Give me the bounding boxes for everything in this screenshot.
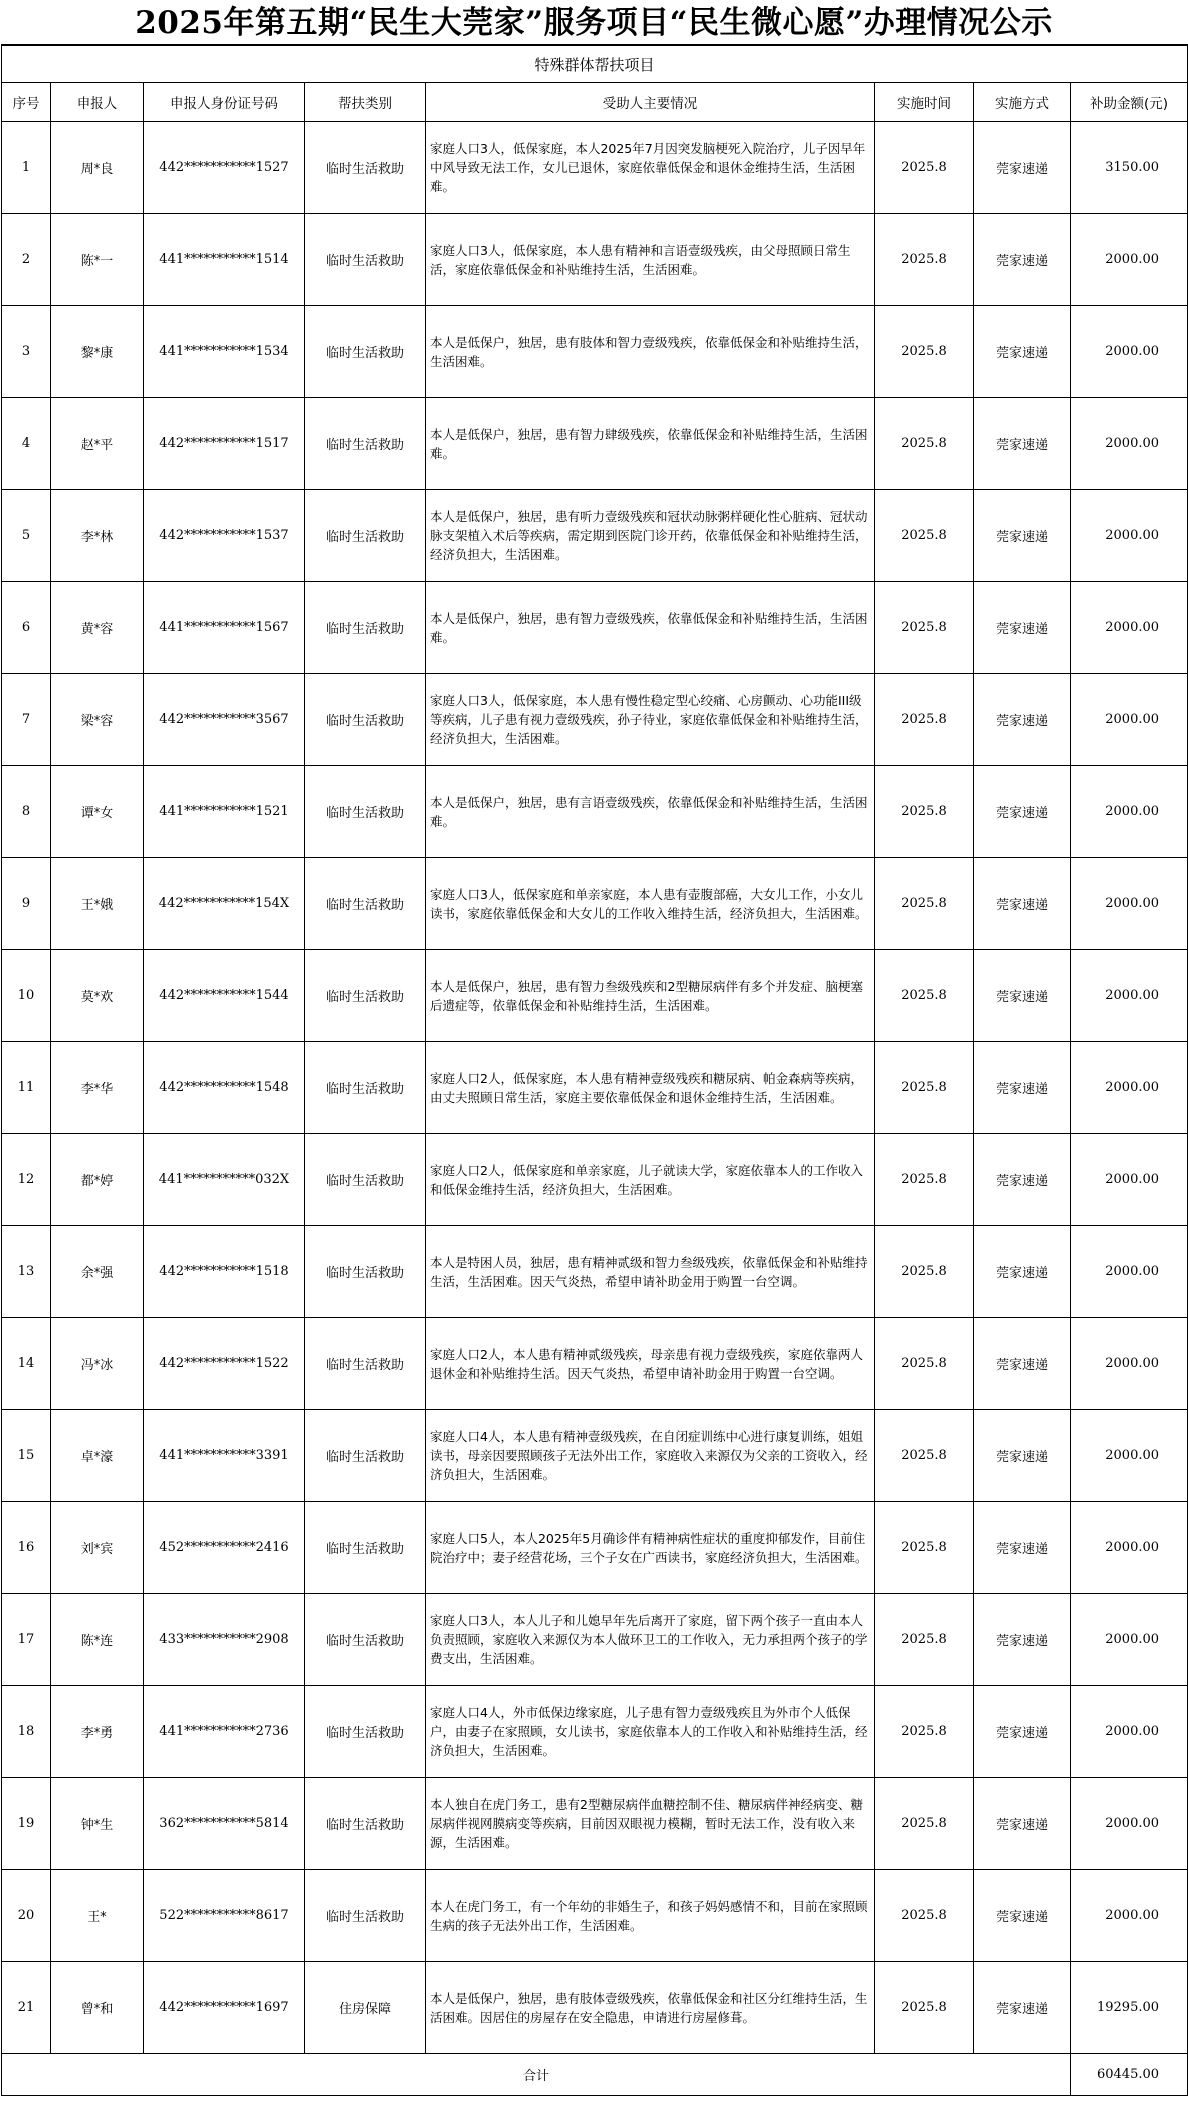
cell-id-number: 442***********1537 — [144, 490, 305, 582]
table-row — [2, 214, 1188, 306]
cell-situation: 本人是低保户，独居，患有肢体壹级残疾，依靠低保金和社区分红维持生活，生活困难。因居住的房屋存在安全隐患，申请进行房屋修葺。 — [426, 1962, 875, 2054]
cell-method: 莞家速递 — [974, 950, 1071, 1042]
cell-time: 2025.8 — [875, 490, 974, 582]
cell-category: 临时生活救助 — [305, 1778, 426, 1870]
cell-seq: 9 — [2, 858, 51, 950]
cell-method: 莞家速递 — [974, 214, 1071, 306]
cell-id-number: 442***********1697 — [144, 1962, 305, 2054]
cell-category: 临时生活救助 — [305, 1594, 426, 1686]
cell-id-number: 442***********154X — [144, 858, 305, 950]
cell-method: 莞家速递 — [974, 306, 1071, 398]
cell-seq: 16 — [2, 1502, 51, 1594]
cell-time: 2025.8 — [875, 950, 974, 1042]
header-amount: 补助金额(元) — [1071, 83, 1188, 122]
cell-amount: 2000.00 — [1071, 1594, 1188, 1686]
cell-method: 莞家速递 — [974, 582, 1071, 674]
cell-method: 莞家速递 — [974, 490, 1071, 582]
cell-category: 临时生活救助 — [305, 214, 426, 306]
cell-category: 临时生活救助 — [305, 766, 426, 858]
cell-seq: 13 — [2, 1226, 51, 1318]
cell-id-number: 441***********032X — [144, 1134, 305, 1226]
cell-id-number: 442***********1548 — [144, 1042, 305, 1134]
table-row — [2, 1134, 1188, 1226]
cell-applicant: 陈*一 — [51, 214, 144, 306]
cell-amount: 3150.00 — [1071, 122, 1188, 214]
cell-seq: 21 — [2, 1962, 51, 2054]
cell-situation: 家庭人口2人，低保家庭，本人患有精神壹级残疾和糖尿病、帕金森病等疾病，由丈夫照顾日常生活，家庭主要依靠低保金和退休金维持生活，生活困难。 — [426, 1042, 875, 1134]
cell-time: 2025.8 — [875, 1870, 974, 1962]
header-time: 实施时间 — [875, 83, 974, 122]
cell-id-number: 442***********3567 — [144, 674, 305, 766]
cell-applicant: 卓*濠 — [51, 1410, 144, 1502]
cell-amount: 2000.00 — [1071, 1502, 1188, 1594]
cell-category: 临时生活救助 — [305, 490, 426, 582]
cell-time: 2025.8 — [875, 766, 974, 858]
table-row — [2, 858, 1188, 950]
cell-category: 临时生活救助 — [305, 1042, 426, 1134]
cell-id-number: 442***********1517 — [144, 398, 305, 490]
cell-id-number: 362***********5814 — [144, 1778, 305, 1870]
cell-applicant: 谭*女 — [51, 766, 144, 858]
cell-category: 临时生活救助 — [305, 858, 426, 950]
cell-situation: 本人是低保户，独居，患有言语壹级残疾，依靠低保金和补贴维持生活，生活困难。 — [426, 766, 875, 858]
cell-category: 住房保障 — [305, 1962, 426, 2054]
cell-id-number: 441***********1514 — [144, 214, 305, 306]
cell-category: 临时生活救助 — [305, 306, 426, 398]
cell-amount: 2000.00 — [1071, 1318, 1188, 1410]
cell-situation: 本人是低保户，独居，患有智力叁级残疾和2型糖尿病伴有多个并发症、脑梗塞后遗症等，依靠低保金和补贴维持生活，生活困难。 — [426, 950, 875, 1042]
cell-time: 2025.8 — [875, 1686, 974, 1778]
cell-id-number: 522***********8617 — [144, 1870, 305, 1962]
cell-seq: 6 — [2, 582, 51, 674]
cell-applicant: 黎*康 — [51, 306, 144, 398]
cell-seq: 12 — [2, 1134, 51, 1226]
cell-seq: 4 — [2, 398, 51, 490]
cell-id-number: 442***********1518 — [144, 1226, 305, 1318]
cell-amount: 2000.00 — [1071, 674, 1188, 766]
table-subtitle: 特殊群体帮扶项目 — [2, 45, 1188, 83]
cell-method: 莞家速递 — [974, 1962, 1071, 2054]
cell-method: 莞家速递 — [974, 1042, 1071, 1134]
cell-seq: 19 — [2, 1778, 51, 1870]
table-row — [2, 1962, 1188, 2054]
cell-method: 莞家速递 — [974, 1594, 1071, 1686]
cell-time: 2025.8 — [875, 214, 974, 306]
cell-applicant: 王* — [51, 1870, 144, 1962]
cell-category: 临时生活救助 — [305, 1226, 426, 1318]
table-row — [2, 1318, 1188, 1410]
cell-applicant: 刘*宾 — [51, 1502, 144, 1594]
cell-amount: 2000.00 — [1071, 950, 1188, 1042]
cell-amount: 2000.00 — [1071, 1226, 1188, 1318]
cell-seq: 1 — [2, 122, 51, 214]
cell-method: 莞家速递 — [974, 1410, 1071, 1502]
cell-time: 2025.8 — [875, 582, 974, 674]
table-row — [2, 1778, 1188, 1870]
cell-amount: 2000.00 — [1071, 1778, 1188, 1870]
cell-amount: 2000.00 — [1071, 214, 1188, 306]
cell-time: 2025.8 — [875, 306, 974, 398]
cell-applicant: 赵*平 — [51, 398, 144, 490]
cell-time: 2025.8 — [875, 1318, 974, 1410]
cell-situation: 家庭人口3人，低保家庭，本人患有慢性稳定型心绞痛、心房颤动、心功能III级等疾病，儿子患有视力壹级残疾，孙子待业，家庭依靠低保金和补贴维持生活，经济负担大，生活困难。 — [426, 674, 875, 766]
cell-method: 莞家速递 — [974, 1226, 1071, 1318]
cell-situation: 家庭人口3人，本人儿子和儿媳早年先后离开了家庭，留下两个孩子一直由本人负责照顾，家庭收入来源仅为本人做环卫工的工作收入，无力承担两个孩子的学费支出，生活困难。 — [426, 1594, 875, 1686]
cell-applicant: 冯*冰 — [51, 1318, 144, 1410]
cell-situation: 本人是低保户，独居，患有听力壹级残疾和冠状动脉粥样硬化性心脏病、冠状动脉支架植入术后等疾病，需定期到医院门诊开药，依靠低保金和补贴维持生活，经济负担大，生活困难。 — [426, 490, 875, 582]
cell-seq: 2 — [2, 214, 51, 306]
cell-applicant: 余*强 — [51, 1226, 144, 1318]
cell-time: 2025.8 — [875, 674, 974, 766]
cell-category: 临时生活救助 — [305, 122, 426, 214]
cell-method: 莞家速递 — [974, 398, 1071, 490]
cell-id-number: 441***********1521 — [144, 766, 305, 858]
cell-situation: 家庭人口4人，本人患有精神壹级残疾，在自闭症训练中心进行康复训练，姐姐读书，母亲因要照顾孩子无法外出工作，家庭收入来源仅为父亲的工资收入，经济负担大，生活困难。 — [426, 1410, 875, 1502]
table-row — [2, 490, 1188, 582]
table-row — [2, 398, 1188, 490]
table-row — [2, 1594, 1188, 1686]
cell-time: 2025.8 — [875, 122, 974, 214]
cell-method: 莞家速递 — [974, 858, 1071, 950]
cell-situation: 家庭人口3人，低保家庭，本人2025年7月因突发脑梗死入院治疗，儿子因早年中风导致无法工作，女儿已退休，家庭依靠低保金和退休金维持生活，生活困难。 — [426, 122, 875, 214]
page-title: 2025年第五期“民生大莞家”服务项目“民生微心愿”办理情况公示 — [135, 5, 1053, 41]
cell-amount: 2000.00 — [1071, 306, 1188, 398]
cell-id-number: 441***********3391 — [144, 1410, 305, 1502]
cell-time: 2025.8 — [875, 1134, 974, 1226]
cell-seq: 10 — [2, 950, 51, 1042]
cell-applicant: 陈*连 — [51, 1594, 144, 1686]
cell-seq: 17 — [2, 1594, 51, 1686]
cell-seq: 20 — [2, 1870, 51, 1962]
cell-applicant: 李*林 — [51, 490, 144, 582]
cell-situation: 本人独自在虎门务工，患有2型糖尿病伴血糖控制不佳、糖尿病伴神经病变、糖尿病伴视网膜病变等疾病，目前因双眼视力模糊，暂时无法工作，没有收入来源，生活困难。 — [426, 1778, 875, 1870]
cell-situation: 家庭人口3人，低保家庭和单亲家庭，本人患有壶腹部癌，大女儿工作，小女儿读书，家庭依靠低保金和大女儿的工作收入维持生活，经济负担大，生活困难。 — [426, 858, 875, 950]
table-row — [2, 306, 1188, 398]
cell-seq: 14 — [2, 1318, 51, 1410]
cell-category: 临时生活救助 — [305, 674, 426, 766]
cell-amount: 2000.00 — [1071, 490, 1188, 582]
header-method: 实施方式 — [974, 83, 1071, 122]
cell-method: 莞家速递 — [974, 1778, 1071, 1870]
table-row — [2, 1686, 1188, 1778]
cell-situation: 家庭人口2人，低保家庭和单亲家庭，儿子就读大学，家庭依靠本人的工作收入和低保金维持生活，经济负担大，生活困难。 — [426, 1134, 875, 1226]
table-row — [2, 1410, 1188, 1502]
cell-seq: 7 — [2, 674, 51, 766]
total-amount: 60445.00 — [1071, 2054, 1188, 2096]
cell-category: 临时生活救助 — [305, 582, 426, 674]
cell-applicant: 黄*容 — [51, 582, 144, 674]
cell-applicant: 钟*生 — [51, 1778, 144, 1870]
cell-amount: 2000.00 — [1071, 582, 1188, 674]
table-row — [2, 1502, 1188, 1594]
cell-category: 临时生活救助 — [305, 950, 426, 1042]
total-label: 合计 — [2, 2054, 1071, 2096]
cell-id-number: 442***********1527 — [144, 122, 305, 214]
cell-situation: 本人是低保户，独居，患有智力壹级残疾，依靠低保金和补贴维持生活，生活困难。 — [426, 582, 875, 674]
subtitle-row — [2, 45, 1188, 83]
cell-situation: 家庭人口2人，本人患有精神贰级残疾，母亲患有视力壹级残疾，家庭依靠两人退休金和补贴维持生活。因天气炎热，希望申请补助金用于购置一台空调。 — [426, 1318, 875, 1410]
cell-situation: 家庭人口4人，外市低保边缘家庭，儿子患有智力壹级残疾且为外市个人低保户，由妻子在家照顾，女儿读书，家庭依靠本人的工作收入和补贴维持生活，经济负担大，生活困难。 — [426, 1686, 875, 1778]
cell-method: 莞家速递 — [974, 1870, 1071, 1962]
cell-amount: 2000.00 — [1071, 1134, 1188, 1226]
cell-time: 2025.8 — [875, 1594, 974, 1686]
cell-time: 2025.8 — [875, 1226, 974, 1318]
table-row — [2, 766, 1188, 858]
cell-id-number: 441***********1534 — [144, 306, 305, 398]
cell-method: 莞家速递 — [974, 1686, 1071, 1778]
cell-category: 临时生活救助 — [305, 1502, 426, 1594]
cell-seq: 18 — [2, 1686, 51, 1778]
header-seq: 序号 — [2, 83, 51, 122]
assistance-table — [1, 44, 1188, 2096]
cell-situation: 本人是低保户，独居，患有肢体和智力壹级残疾，依靠低保金和补贴维持生活，生活困难。 — [426, 306, 875, 398]
table-row — [2, 582, 1188, 674]
header-id-number: 申报人身份证号码 — [144, 83, 305, 122]
cell-applicant: 李*华 — [51, 1042, 144, 1134]
cell-id-number: 433***********2908 — [144, 1594, 305, 1686]
cell-category: 临时生活救助 — [305, 1318, 426, 1410]
table-row — [2, 674, 1188, 766]
cell-applicant: 曾*和 — [51, 1962, 144, 2054]
cell-method: 莞家速递 — [974, 674, 1071, 766]
cell-category: 临时生活救助 — [305, 398, 426, 490]
cell-situation: 家庭人口5人，本人2025年5月确诊伴有精神病性症状的重度抑郁发作，目前住院治疗中；妻子经营花场，三个子女在广西读书，家庭经济负担大，生活困难。 — [426, 1502, 875, 1594]
header-row — [2, 83, 1188, 122]
cell-method: 莞家速递 — [974, 1502, 1071, 1594]
cell-method: 莞家速递 — [974, 1134, 1071, 1226]
header-situation: 受助人主要情况 — [426, 83, 875, 122]
table-row — [2, 1042, 1188, 1134]
cell-seq: 5 — [2, 490, 51, 582]
cell-situation: 本人在虎门务工，有一个年幼的非婚生子，和孩子妈妈感情不和，目前在家照顾生病的孩子无法外出工作，生活困难。 — [426, 1870, 875, 1962]
cell-amount: 2000.00 — [1071, 1410, 1188, 1502]
table-row — [2, 122, 1188, 214]
cell-amount: 19295.00 — [1071, 1962, 1188, 2054]
cell-time: 2025.8 — [875, 1042, 974, 1134]
cell-seq: 11 — [2, 1042, 51, 1134]
cell-amount: 2000.00 — [1071, 858, 1188, 950]
cell-amount: 2000.00 — [1071, 1870, 1188, 1962]
cell-situation: 本人是低保户，独居，患有智力肆级残疾，依靠低保金和补贴维持生活，生活困难。 — [426, 398, 875, 490]
cell-method: 莞家速递 — [974, 122, 1071, 214]
cell-time: 2025.8 — [875, 1778, 974, 1870]
cell-applicant: 李*勇 — [51, 1686, 144, 1778]
cell-time: 2025.8 — [875, 858, 974, 950]
cell-amount: 2000.00 — [1071, 1686, 1188, 1778]
cell-amount: 2000.00 — [1071, 398, 1188, 490]
cell-category: 临时生活救助 — [305, 1134, 426, 1226]
cell-seq: 3 — [2, 306, 51, 398]
cell-id-number: 441***********2736 — [144, 1686, 305, 1778]
cell-amount: 2000.00 — [1071, 766, 1188, 858]
cell-situation: 本人是特困人员，独居，患有精神贰级和智力叁级残疾，依靠低保金和补贴维持生活，生活困难。因天气炎热，希望申请补助金用于购置一台空调。 — [426, 1226, 875, 1318]
cell-amount: 2000.00 — [1071, 1042, 1188, 1134]
table-row — [2, 950, 1188, 1042]
cell-time: 2025.8 — [875, 1962, 974, 2054]
table-row — [2, 1870, 1188, 1962]
cell-id-number: 442***********1522 — [144, 1318, 305, 1410]
cell-applicant: 莫*欢 — [51, 950, 144, 1042]
cell-time: 2025.8 — [875, 1502, 974, 1594]
cell-method: 莞家速递 — [974, 766, 1071, 858]
cell-category: 临时生活救助 — [305, 1870, 426, 1962]
cell-applicant: 都*婷 — [51, 1134, 144, 1226]
header-applicant: 申报人 — [51, 83, 144, 122]
cell-applicant: 梁*容 — [51, 674, 144, 766]
cell-category: 临时生活救助 — [305, 1410, 426, 1502]
cell-category: 临时生活救助 — [305, 1686, 426, 1778]
page — [1, 0, 1187, 2096]
cell-applicant: 王*娥 — [51, 858, 144, 950]
cell-time: 2025.8 — [875, 1410, 974, 1502]
cell-seq: 8 — [2, 766, 51, 858]
total-row — [2, 2054, 1188, 2096]
cell-situation: 家庭人口3人，低保家庭，本人患有精神和言语壹级残疾，由父母照顾日常生活，家庭依靠低保金和补贴维持生活，生活困难。 — [426, 214, 875, 306]
header-category: 帮扶类别 — [305, 83, 426, 122]
cell-applicant: 周*良 — [51, 122, 144, 214]
cell-time: 2025.8 — [875, 398, 974, 490]
cell-id-number: 442***********1544 — [144, 950, 305, 1042]
cell-method: 莞家速递 — [974, 1318, 1071, 1410]
cell-id-number: 441***********1567 — [144, 582, 305, 674]
table-row — [2, 1226, 1188, 1318]
cell-id-number: 452***********2416 — [144, 1502, 305, 1594]
cell-seq: 15 — [2, 1410, 51, 1502]
